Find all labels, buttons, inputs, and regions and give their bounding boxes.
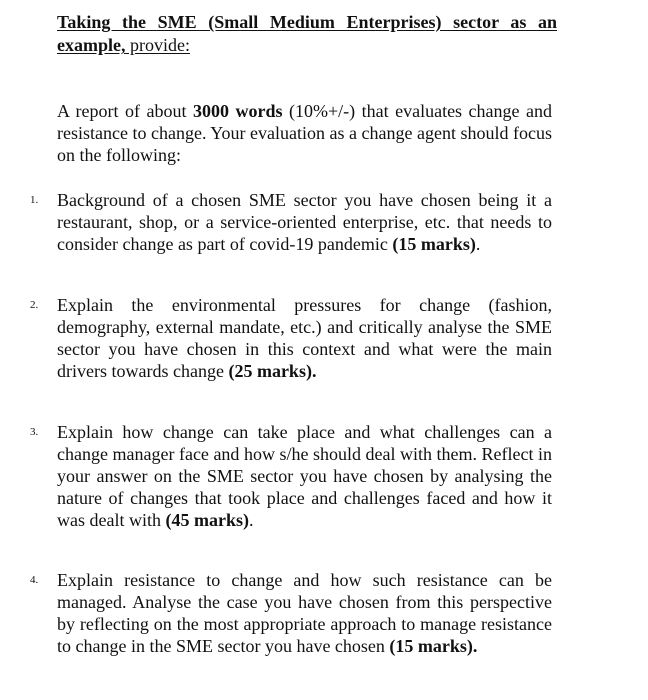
list-item-4 [30,569,552,657]
assignment-heading [57,11,557,57]
list-item-2-text [57,294,552,382]
item-1-tail: . [475,234,481,254]
intro-paragraph [57,100,552,166]
list-number-3: 3. [30,426,39,438]
list-item-3 [30,421,552,531]
heading-bold-text: Taking the SME (Small Medium Enterprises) sector as an example, [57,12,557,55]
list-number-2: 2. [30,299,39,311]
list-item-2 [30,294,552,382]
list-number-1: 1. [30,194,39,206]
intro-text-post: (10%+/-) that evaluates change and resistance to change. Your evaluation as a change agent should focus on the following: [57,101,553,165]
list-item-3-text [57,421,552,531]
item-1-body: Background of a chosen SME sector you have chosen being it a restaurant, shop, or a service-oriented enterprise, etc. that needs to consider change as part of covid-19 pandemic [57,190,552,254]
list-number-4: 4. [30,574,39,586]
item-3-tail: . [248,510,254,530]
item-2-body: Explain the environmental pressures for change (fashion, demography, external mandate, etc.) and critically analyse the SME sector you have chosen in this context and what were the main drivers towards change [57,295,552,381]
item-4-marks: (15 marks). [389,636,478,656]
list-item-1 [30,189,552,255]
intro-word-count: 3000 words [192,101,283,121]
item-3-body: Explain how change can take place and what challenges can a change manager face and how s/he should deal with them. Reflect in your answer on the SME sector you have chosen by analysing the nature of changes that took place and challenges faced and how it was dealt with [57,422,552,530]
intro-text-pre: A report of about [57,101,193,121]
item-4-body: Explain resistance to change and how such resistance can be managed. Analyse the case you have chosen from this perspective by reflecting on the most appropriate approach to manage resistance to change in the SME sector you have chosen [57,570,552,656]
item-3-marks: (45 marks) [165,510,249,530]
list-item-1-text [57,189,552,255]
heading-normal-text: provide: [125,35,190,55]
item-1-marks: (15 marks) [392,234,476,254]
list-item-4-text [57,569,552,657]
item-2-marks: (25 marks). [228,361,317,381]
